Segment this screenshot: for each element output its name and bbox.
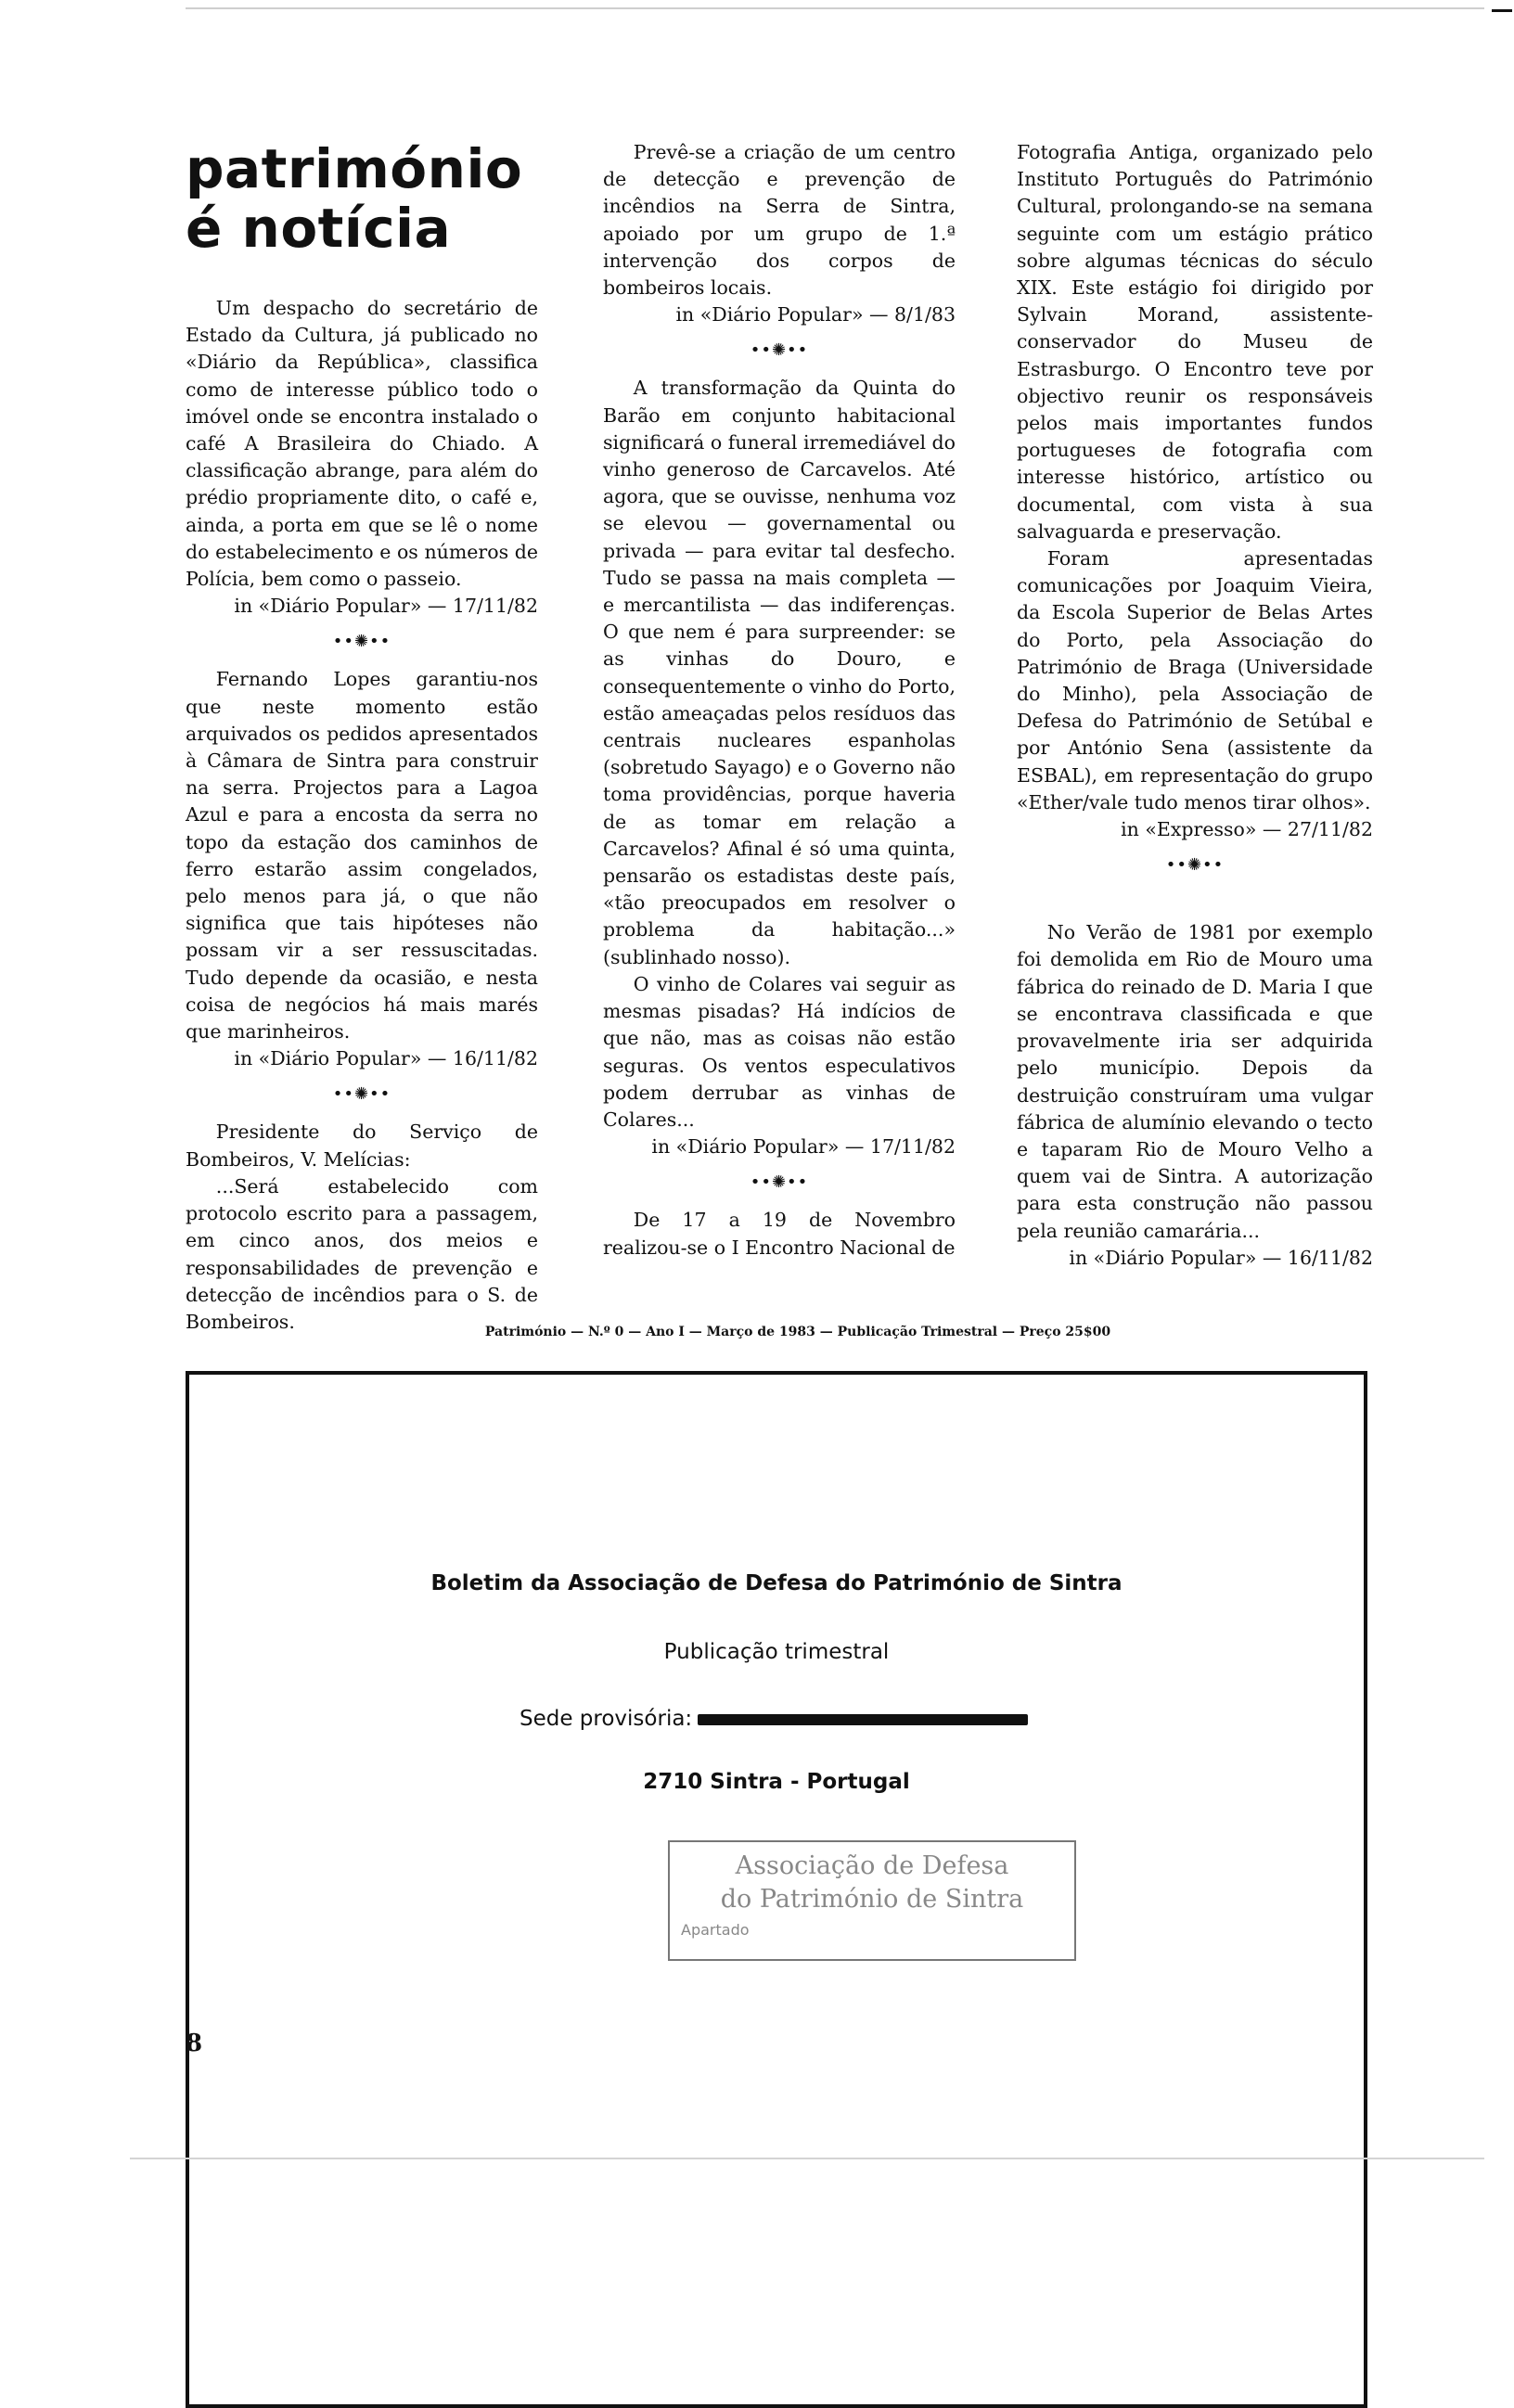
bulletin-box [186, 1371, 1367, 2408]
bulletin-subtitle: Publicação trimestral [663, 1640, 890, 1664]
scan-edge-top [186, 7, 1484, 9]
redacted-address [698, 1714, 1028, 1725]
stamp-line-2: do Património de Sintra [720, 1885, 1024, 1914]
paragraph: O vinho de Colares vai seguir as mesmas pisadas? Há indícios de que não, mas as coisas não estão seguras. Os ventos especulativos podem derrubar as vinhas de Colares... [603, 972, 956, 1131]
bulletin-title: Boletim da Associação de Defesa do Património de Sintra [430, 1571, 1123, 1595]
paragraph: Um despacho do secretário de Estado da Cultura, já publicado no «Diário da República», classifica como de interesse público todo o imóvel onde se encontra instalado o café A Brasileira do Chiado. A classificação abrange, para além do prédio propriamente dito, o café e, ainda, a porta em que se lê o nome do estabelecimento e os números de Polícia, bem como o passeio. [186, 297, 538, 591]
source-citation: in «Diário Popular» — 16/11/82 [1069, 1246, 1373, 1269]
title-line-2: é notícia [186, 197, 452, 260]
address-label: Sede provisória: [520, 1707, 693, 1731]
ornament-divider: ••✺•• [1165, 855, 1225, 876]
source-citation: in «Diário Popular» — 17/11/82 [651, 1135, 956, 1159]
source-citation: in «Diário Popular» — 16/11/82 [234, 1047, 538, 1070]
bulletin-address [520, 1707, 1028, 1731]
paragraph: Presidente do Serviço de Bombeiros, V. Melícias: [186, 1121, 538, 1171]
ornament-divider: ••✺•• [332, 632, 391, 652]
scan-edge-bottom [130, 2158, 1484, 2159]
paragraph: ...Será estabelecido com protocolo escrito para a passagem, em cinco anos, dos meios e responsabilidades de prevenção e detecção de incêndios para o S. de Bombeiros. [186, 1174, 538, 1333]
ornament-divider: ••✺•• [332, 1084, 391, 1105]
paragraph: Fotografia Antiga, organizado pelo Instituto Português do Património Cultural, prolongando-se na semana seguinte com um estágio prático sobre algumas técnicas do século XIX. Este estágio foi dirigido por Sylvain Morand, assistente-conservador do Museu de Estrasburgo. O Encontro teve por objectivo reunir os responsáveis pelos mais importantes fundos portugueses de fotografia com interesse histórico, artístico ou documental, com vista à sua salvaguarda e preservação. [1017, 141, 1373, 543]
column-2-flow [603, 139, 956, 1262]
stamp-line-3: Apartado [681, 1921, 750, 1939]
association-stamp [668, 1840, 1076, 1961]
publication-info-line: Património — N.º 0 — Ano I — Março de 1983 — Publicação Trimestral — Preço 25$00 [484, 1325, 1111, 1339]
source-citation: in «Diário Popular» — 17/11/82 [234, 595, 538, 618]
column-3-flow [1017, 139, 1373, 1272]
title-line-1: património [186, 137, 523, 200]
scan-mark [1492, 9, 1512, 12]
paragraph: A transformação da Quinta do Barão em conjunto habitacional significará o funeral irremediável do vinho generoso de Carcavelos. Até agora, que se ouvisse, nenhuma voz se elevou — governamental ou privada — para evitar tal desfecho. Tudo se passa na mais completa — e mercantilista — das indiferenças. O que nem é para surpreender: se as vinhas do Douro, e consequentemente o vinho do Porto, estão ameaçadas pelos resíduos das centrais nucleares espanholas (sobretudo Sayago) e o Governo não toma providências, porque haveria de as tomar em relação a Carcavelos? Afinal é só uma quinta, pensarão os estadistas deste país, «tão preocupados em resolver o problema da habitação...» (sublinhado nosso). [603, 377, 956, 968]
bulletin-city: 2710 Sintra - Portugal [643, 1770, 910, 1794]
column-1 [186, 139, 538, 1336]
stamp-line-1: Associação de Defesa [735, 1851, 1009, 1880]
spacer [1017, 890, 1373, 919]
paragraph: De 17 a 19 de Novembro realizou-se o I Encontro Nacional de [603, 1209, 956, 1259]
column-3 [1017, 139, 1373, 1277]
source-citation: in «Diário Popular» — 8/1/83 [675, 303, 956, 327]
paragraph: Foram apresentadas comunicações por Joaquim Vieira, da Escola Superior de Belas Artes do Porto, pela Associação do Património de Braga (Universidade do Minho), pela Associação de Defesa do Património de Setúbal e por António Sena (assistente da ESBAL), em representação do grupo «Ether/vale tudo menos tirar olhos». [1017, 547, 1373, 813]
section-title [186, 139, 538, 258]
source-citation: in «Expresso» — 27/11/82 [1121, 818, 1373, 841]
ornament-divider: ••✺•• [750, 1172, 809, 1193]
page-number: 8 [186, 2030, 203, 2057]
column-1-flow [186, 295, 538, 1336]
paragraph: Fernando Lopes garantiu-nos que neste momento estão arquivados os pedidos apresentados à Câmara de Sintra para construir na serra. Projectos para a Lagoa Azul e para a encosta da serra no topo da estação dos caminhos de ferro estarão assim congelados, pelo menos para já, o que não significa que tais hipóteses não possam vir a ser ressuscitadas. Tudo depende da ocasião, e nesta coisa de negócios há mais marés que marinheiros. [186, 668, 538, 1044]
paragraph: Prevê-se a criação de um centro de detecção e prevenção de incêndios na Serra de Sintra, apoiado por um grupo de 1.ª intervenção dos corpos de bombeiros locais. [603, 141, 956, 300]
column-2 [603, 139, 956, 1262]
ornament-divider: ••✺•• [750, 340, 809, 361]
paragraph: No Verão de 1981 por exemplo foi demolida em Rio de Mouro uma fábrica do reinado de D. Maria I que se encontrava classificada e que provavelmente iria ser adquirida pelo município. Depois da destruição construíram uma vulgar fábrica de alumínio elevando o tecto e taparam Rio de Mouro Velho a quem vai de Sintra. A autorização para esta construção não passou pela reunião camarária... [1017, 921, 1373, 1242]
